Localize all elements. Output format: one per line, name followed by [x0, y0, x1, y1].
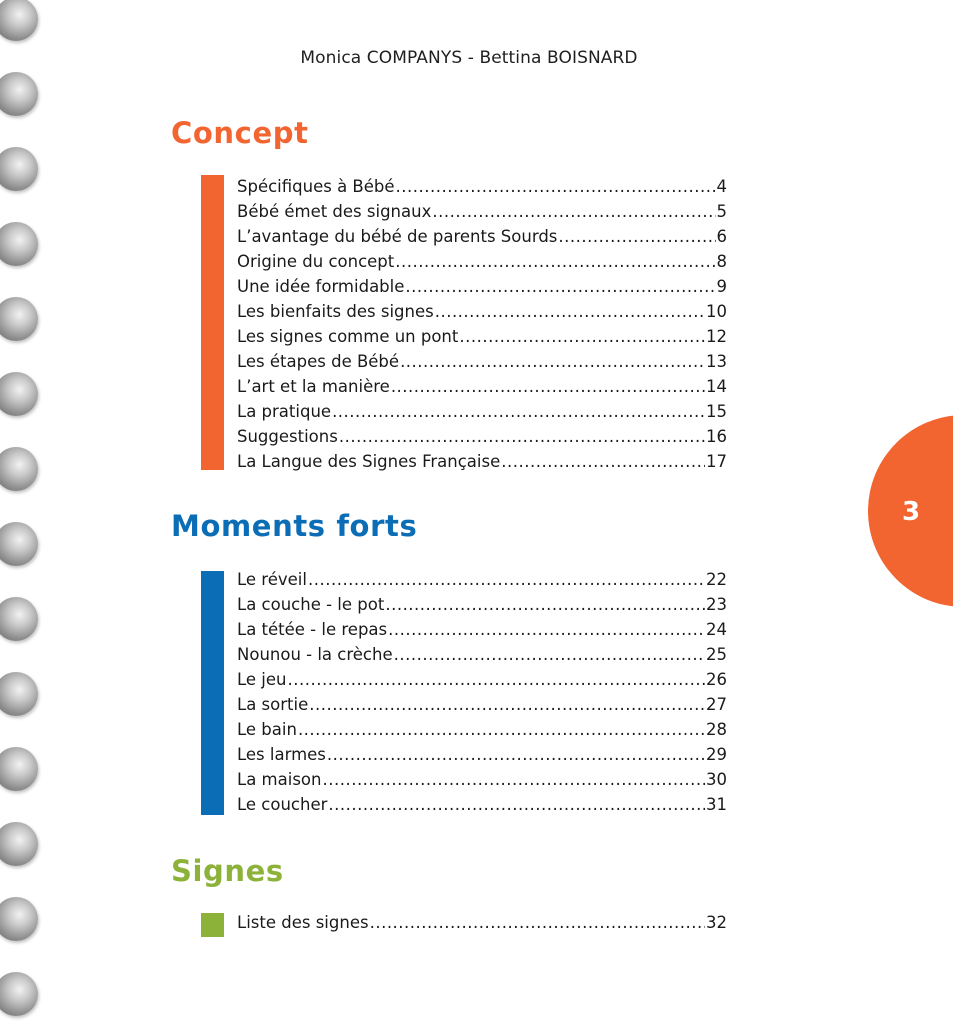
toc-entry-label: Une idée formidable	[237, 277, 405, 296]
toc-dot-leader	[332, 399, 705, 424]
page-header-authors: Monica COMPANYS - Bettina BOISNARD	[300, 48, 638, 68]
section-title-signes: Signes	[171, 854, 284, 888]
toc-entry	[237, 642, 727, 667]
toc-dot-leader	[394, 642, 705, 667]
binding-ring	[0, 0, 38, 41]
toc-entry-label: Origine du concept	[237, 252, 395, 271]
binding-ring	[0, 747, 38, 791]
toc-entry	[237, 399, 727, 424]
toc-entry-page: 12	[706, 327, 727, 346]
toc-entry	[237, 374, 727, 399]
section-bar-moments-forts	[201, 571, 224, 815]
toc-entry	[237, 249, 727, 274]
toc-entry-page: 27	[706, 695, 727, 714]
toc-entry-page: 16	[706, 427, 727, 446]
binding-ring	[0, 447, 38, 491]
toc-entry-label: Le réveil	[237, 570, 307, 589]
toc-entry-page: 9	[716, 277, 727, 296]
toc-list-signes	[237, 910, 727, 935]
section-title-concept: Concept	[171, 116, 309, 150]
binding-ring	[0, 972, 38, 1016]
toc-entry	[237, 274, 727, 299]
toc-dot-leader	[370, 910, 705, 935]
binding-ring	[0, 822, 38, 866]
toc-entry	[237, 199, 727, 224]
toc-entry-page: 4	[716, 177, 727, 196]
binding-ring	[0, 597, 38, 641]
toc-entry-page: 26	[706, 670, 727, 689]
toc-entry-page: 23	[706, 595, 727, 614]
toc-dot-leader	[322, 767, 705, 792]
binding-ring	[0, 522, 38, 566]
toc-dot-leader	[339, 424, 705, 449]
binding-ring	[0, 297, 38, 341]
toc-dot-leader	[328, 792, 705, 817]
binding-ring	[0, 897, 38, 941]
toc-entry	[237, 617, 727, 642]
toc-entry-label: Les bienfaits des signes	[237, 302, 434, 321]
toc-entry-label: Le jeu	[237, 670, 287, 689]
toc-entry-label: Spécifiques à Bébé	[237, 177, 395, 196]
toc-entry	[237, 742, 727, 767]
toc-dot-leader	[395, 249, 715, 274]
toc-entry-label: Bébé émet des signaux	[237, 202, 432, 221]
toc-dot-leader	[501, 449, 705, 474]
toc-entry	[237, 692, 727, 717]
toc-list-concept	[237, 174, 727, 474]
toc-entry-label: La maison	[237, 770, 322, 789]
toc-entry-page: 28	[706, 720, 727, 739]
toc-dot-leader	[309, 692, 705, 717]
toc-entry-label: La couche - le pot	[237, 595, 385, 614]
toc-dot-leader	[298, 717, 705, 742]
toc-entry-page: 8	[716, 252, 727, 271]
toc-entry-label: Liste des signes	[237, 913, 369, 932]
section-title-moments-forts: Moments forts	[171, 509, 418, 543]
toc-entry-page: 17	[706, 452, 727, 471]
toc-dot-leader	[396, 174, 716, 199]
toc-entry	[237, 424, 727, 449]
toc-dot-leader	[459, 324, 705, 349]
toc-entry-page: 10	[706, 302, 727, 321]
toc-entry-label: Les signes comme un pont	[237, 327, 459, 346]
toc-entry	[237, 349, 727, 374]
toc-entry-page: 5	[716, 202, 727, 221]
toc-entry	[237, 767, 727, 792]
toc-dot-leader	[400, 349, 705, 374]
toc-entry-label: Les larmes	[237, 745, 326, 764]
toc-entry-label: Nounou - la crèche	[237, 645, 393, 664]
toc-dot-leader	[385, 592, 705, 617]
toc-entry-page: 6	[716, 227, 727, 246]
toc-entry-label: Le coucher	[237, 795, 328, 814]
toc-entry	[237, 667, 727, 692]
binding-ring	[0, 372, 38, 416]
section-bar-concept	[201, 175, 224, 470]
toc-entry-page: 30	[706, 770, 727, 789]
toc-dot-leader	[288, 667, 706, 692]
binding-ring	[0, 222, 38, 266]
toc-entry	[237, 324, 727, 349]
binding-ring	[0, 147, 38, 191]
toc-entry-label: La Langue des Signes Française	[237, 452, 501, 471]
toc-entry-label: Suggestions	[237, 427, 338, 446]
toc-dot-leader	[432, 199, 715, 224]
toc-entry	[237, 792, 727, 817]
toc-entry-label: L’art et la manière	[237, 377, 390, 396]
toc-dot-leader	[558, 224, 715, 249]
toc-entry-page: 32	[706, 913, 727, 932]
binding-ring	[0, 72, 38, 116]
toc-list-moments-forts	[237, 567, 727, 817]
toc-dot-leader	[435, 299, 705, 324]
toc-entry-page: 29	[706, 745, 727, 764]
toc-entry	[237, 567, 727, 592]
toc-entry-page: 22	[706, 570, 727, 589]
toc-dot-leader	[405, 274, 715, 299]
toc-entry	[237, 592, 727, 617]
toc-entry-page: 15	[706, 402, 727, 421]
toc-entry-label: La sortie	[237, 695, 309, 714]
binding-ring	[0, 672, 38, 716]
section-bar-signes	[201, 913, 224, 937]
toc-dot-leader	[308, 567, 705, 592]
toc-entry-page: 31	[706, 795, 727, 814]
toc-entry-page: 14	[706, 377, 727, 396]
page-number: 3	[901, 497, 921, 527]
toc-entry-page: 24	[706, 620, 727, 639]
toc-entry	[237, 174, 727, 199]
toc-entry	[237, 717, 727, 742]
toc-entry	[237, 449, 727, 474]
toc-entry-page: 25	[706, 645, 727, 664]
toc-dot-leader	[388, 617, 705, 642]
toc-entry-label: La tétée - le repas	[237, 620, 388, 639]
toc-entry-label: L’avantage du bébé de parents Sourds	[237, 227, 558, 246]
toc-entry	[237, 910, 727, 935]
toc-entry-label: Le bain	[237, 720, 297, 739]
toc-entry	[237, 224, 727, 249]
spiral-binding	[0, 0, 40, 1024]
toc-dot-leader	[327, 742, 705, 767]
toc-entry-label: Les étapes de Bébé	[237, 352, 400, 371]
toc-dot-leader	[391, 374, 705, 399]
toc-entry	[237, 299, 727, 324]
toc-entry-page: 13	[706, 352, 727, 371]
toc-entry-label: La pratique	[237, 402, 332, 421]
